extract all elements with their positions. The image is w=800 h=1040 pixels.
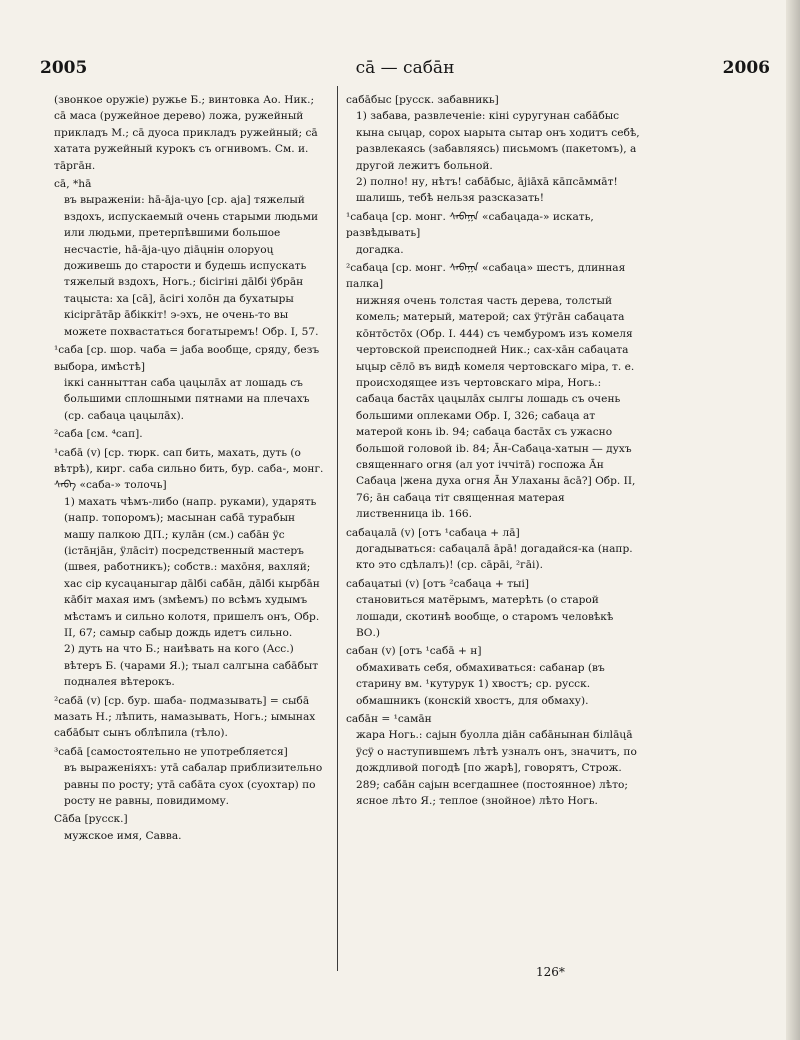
entry-body: въ выраженіяхъ: утā сабалар приблизительно равны по росту; утā сабāта суох (суохтар) по росту не равны, повидимому. <box>64 762 323 808</box>
entry-sabaga-1 <box>346 209 640 258</box>
entry-body: iккi санныттан саба ųаųылāх ат лошадь съ большими сплошными пятнами на плечахъ (ср. сабаųа ųаųылāх). <box>64 376 310 422</box>
entry-sabagala <box>346 525 640 574</box>
entry-sense-2: 2) полно! ну, нѣтъ! сабāбыс, ājiāхā кāпсāммāт! шалишь, тебѣ нельзя разсказать! <box>356 176 618 205</box>
entry-headword: сабаųалā (v) [отъ ¹сабаųа + лā] <box>346 526 520 539</box>
entry-headword: ²сабаųа [ср. монг. ᠰᠠᠪᠠᠭᠠ «сабаųа» шестъ, длинная палка] <box>346 262 626 291</box>
entry-headword: ³сабā [самостоятельно не употребляется] <box>54 745 288 758</box>
entry-body: 1) забава, развлеченіе: кiнi суругунан сабāбыс кына сыųар, сорох ыарыта сытар онъ ходитъ себѣ, развлекаясь (забавляясь) письмомъ (пакетомъ), а другой лежитъ больной. <box>356 110 640 172</box>
entry-headword: ¹сабаųа [ср. монг. ᠰᠠᠪᠠᠭᠠ «сабаųада-» искать, развѣдывать] <box>346 210 594 240</box>
entry-saban-heat <box>346 711 640 809</box>
right-column <box>346 92 640 811</box>
entry-headword: Сāба [русск.] <box>54 813 128 826</box>
entry-headword: ¹сабā (v) [ср. тюрк. сап бить, махать, дуть (о вѣтрѣ), кирг. саба сильно бить, бур. саба-, монг. ᠰᠠᠪᠠ «саба-» толочь] <box>54 446 324 492</box>
entry-sabagaty <box>346 576 640 642</box>
entry-saba-verb-1 <box>54 445 324 691</box>
page-number-left: 2005 <box>40 58 88 78</box>
entry-body: жара Ногь.: саjын буолла дiāн сабāнынан бiлlāųā ÿсÿ о наступившемъ лѣтѣ узналъ онъ, значитъ, по дождливой погодѣ [по жарѣ], говорятъ, Строж. 289; сабāн саjын всегдашнее (постоянное) лѣто; ясное лѣто Я.; теплое (знойное) лѣто Ногь. <box>356 729 637 808</box>
entry-saba-3 <box>54 744 324 810</box>
running-head: cā — сабāн <box>355 58 455 78</box>
entry-body: становиться матёрымъ, матерѣть (о старой лошади, скотинѣ вообще, о старомъ человѣкѣ ВО.) <box>356 594 614 639</box>
entry-body: мужское имя, Савва. <box>64 829 182 842</box>
entry-sa-ha <box>54 176 324 340</box>
entry-text: (звонкое оружіе) ружье Б.; винтовка Ао. Ник.; сā маса (ружейное дерево) ложа, ружейный прикладъ М.; сā дуоса прикладъ ружейный; сā хатата ружейный курокъ съ огнивомъ. См. и. тāргāн. <box>54 94 318 172</box>
entry-body: въ выраженіи: hā-āja-ųуо [ср. аjа] тяжелый вздохъ, испускаемый очень старыми людьми или людьми, претерпѣвшими большое несчастіе, hā-āja-ųуо дiāųнiн олоруоų доживешь до старости и будешь испускать тяжелый вздохъ, Ногь.; бiсiгiнi дālбi ÿбрāн таųыста: ха [cā], āсiгi холōн да бухатыры кiсiргāтāр āбiккiт! э-эхъ, не очень-то вы можете похвастаться богатыремъ! Обр. I, 57. <box>64 194 319 338</box>
entry-body: 1) махать чѣмъ-либо (напр. руками), ударять (напр. топоромъ); масынан сабā турабын машу палкою ДП.; кулāн (см.) сабāн ÿс (iстāнjāн, ÿлāсiт) посредственный мастеръ (швея, работникъ); собств.: махōня, вахляй; хас сiр кусаųаныгар дālбi сабāн, дālбi кырбāн кāбiт махая имъ (змѣемъ) по всѣмъ худымъ мѣстамъ и сильно колотя, пришелъ онъ, Обр. II, 67; самыр сабыр дождь идетъ сильно. <box>64 495 320 639</box>
entry-body: догадываться: сабаųалā āрā! догадайся-ка (напр. кто это сдѣлалъ)! (ср. сāрāi, ²гāi). <box>356 542 633 572</box>
entry-headword: ²сабā (v) [ср. бур. шаба- подмазывать] = сыбā мазать Н.; лѣпить, намазывать, Ногь.; ымынах сабāбыт сынъ облѣпила (тѣло). <box>54 694 316 740</box>
entry-headword: сабāбыс [русск. забавникь] <box>346 94 499 106</box>
entry-body: нижняя очень толстая часть дерева, толстый комель; матерый, матерой; сах ÿтÿгāн сабаųата кōнтōстōх (Обр. I. 444) съ чембуромъ изъ комеля чертовской преисподней Ник.; сах-хāн сабаųата ыųыр сēлō въ видѣ комеля чертовскаго мiра, т. е. происходящее изъ чертовскаго мiра, Ногь.: сабаųа бастāх ųаųылāх сылгы лошадь съ очень большими оплеками Обр. I, 326; сабаųа ат матерой конь ib. 94; сабаųа бастāх съ ужасно большой головой ib. 84; Āн-Сабаųа-хатын — духъ священнаго огня (ал уот iччiтā) госпожа Āн Сабаųа |жена духа огня Āн Улаханы āсā?] Обр. II, 76; āн сабаųа тiт священная матерая лиственница ib. 166. <box>356 294 636 521</box>
entry-headword: cā, *hā <box>54 178 92 191</box>
entry-headword: ¹саба [ср. шор. чаба = jаба вообще, сряду, безъ выбора, имѣстѣ] <box>54 344 320 373</box>
entry-body: обмахивать себя, обмахиваться: сабанар (въ старину вм. ¹кутурук 1) хвостъ; ср. русск. обмашникъ (конскiй хвостъ, для обмаху). <box>356 661 605 707</box>
entry-headword: сабāн = ¹самāн <box>346 713 432 726</box>
entry-saban <box>346 643 640 709</box>
entry-body: догадка. <box>356 243 404 256</box>
entry-sabaga-2 <box>346 260 640 523</box>
entry-saba-verb-2 <box>54 693 324 742</box>
entry-cont <box>54 92 324 174</box>
entry-sababys <box>346 92 640 207</box>
entry-headword: ²саба [см. ⁴сап]. <box>54 428 143 441</box>
entry-saba-1 <box>54 342 324 424</box>
column-divider <box>337 86 338 971</box>
page-number-right: 2006 <box>722 58 770 78</box>
entry-sense-2: 2) дуть на что Б.; наиѣвать на кого (Acc.) вѣтеръ Б. (чарами Я.); тыал салгына сабāбыт подналея вѣтерокъ. <box>64 643 319 689</box>
entry-saba-2 <box>54 426 324 442</box>
page-header <box>40 58 770 82</box>
page-edge-shadow <box>786 0 800 1040</box>
entry-headword: сабаųатыi (v) [отъ ²сабаųа + тыi] <box>346 577 529 590</box>
entry-headword: сабан (v) [отъ ¹сабā + н] <box>346 645 482 658</box>
left-column <box>54 92 324 846</box>
entry-saba-name <box>54 811 324 844</box>
signature-mark: 126* <box>536 965 565 979</box>
